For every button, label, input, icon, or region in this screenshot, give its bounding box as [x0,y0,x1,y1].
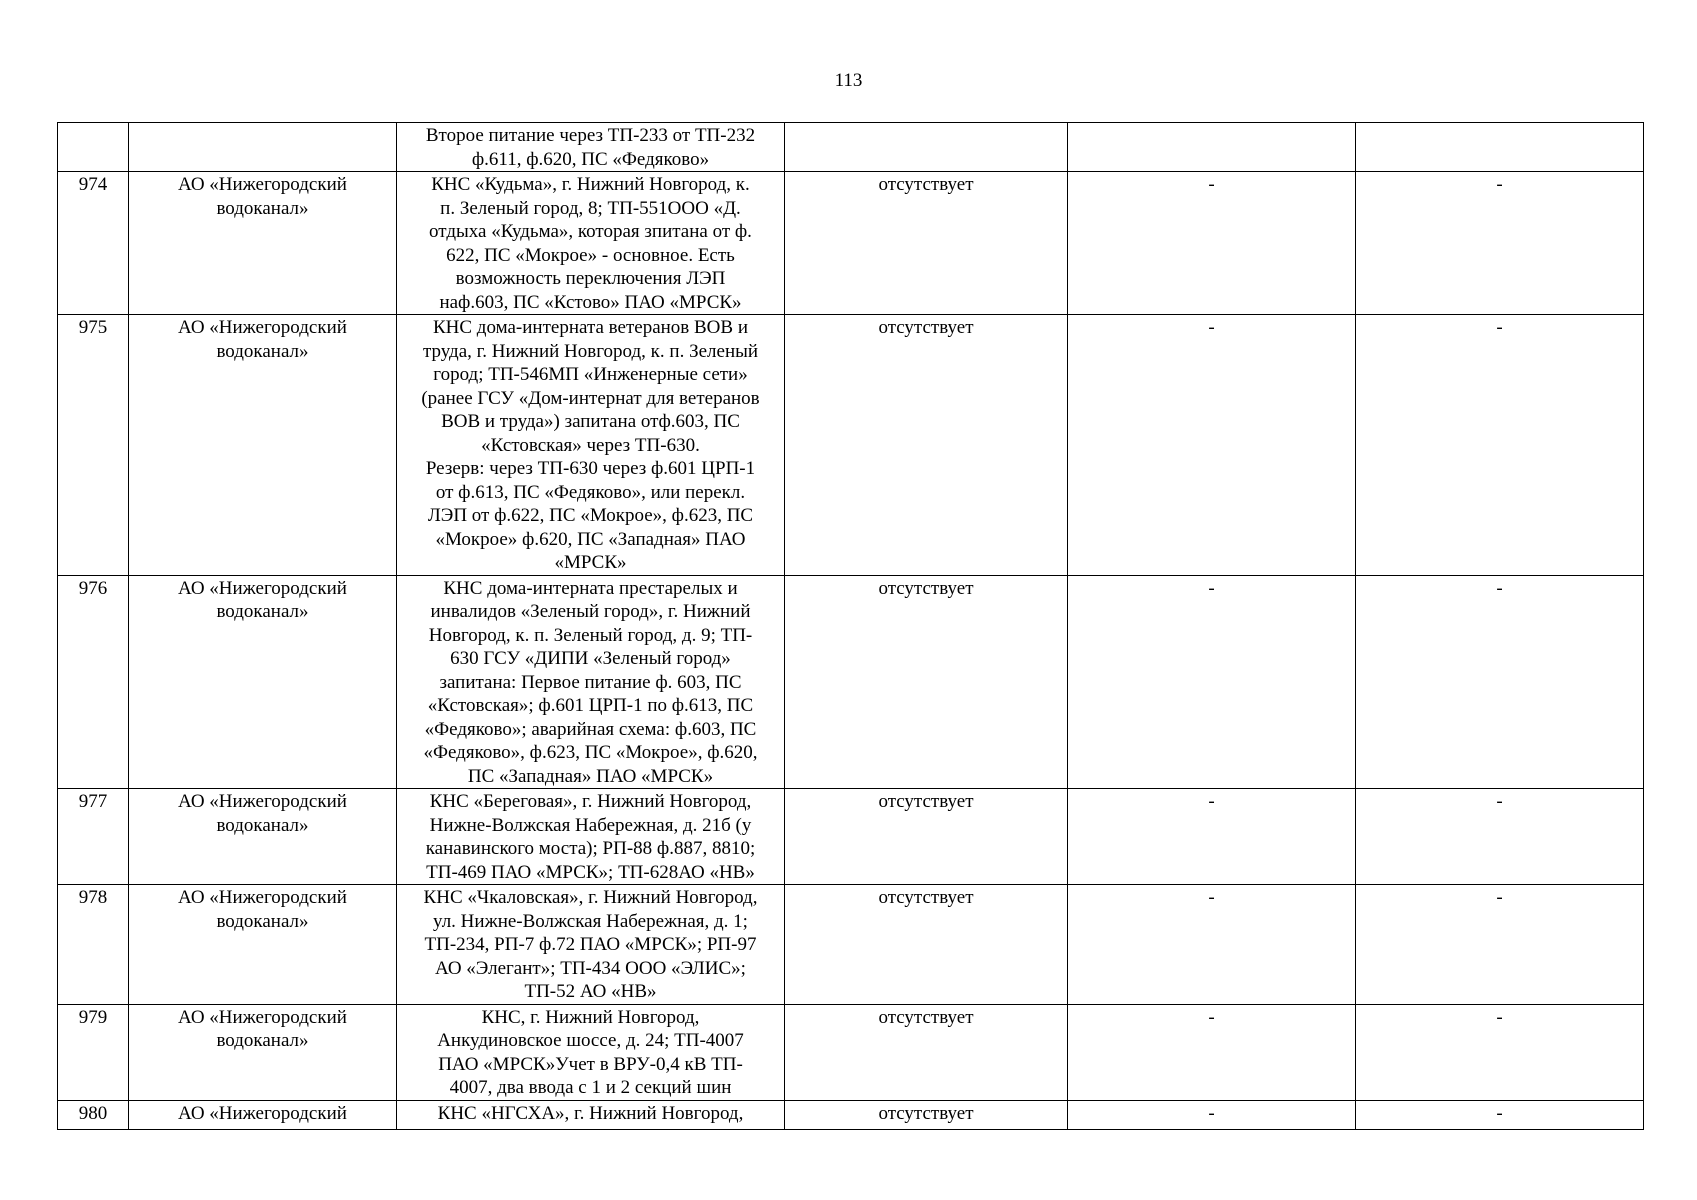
status-cell: отсутствует [785,315,1068,576]
column-5-cell [1068,123,1356,172]
column-6-cell: - [1356,885,1644,1005]
organization-cell: АО «Нижегородский [129,1100,397,1129]
status-cell: отсутствует [785,1100,1068,1129]
table-row [58,315,1644,576]
column-6-cell: - [1356,172,1644,315]
row-number: 977 [58,789,129,885]
status-cell [785,123,1068,172]
organization-cell: АО «Нижегородский водоканал» [129,789,397,885]
page-number: 113 [834,70,863,91]
status-cell: отсутствует [785,885,1068,1005]
organization-cell: АО «Нижегородский водоканал» [129,885,397,1005]
column-5-cell: - [1068,885,1356,1005]
status-cell: отсутствует [785,789,1068,885]
column-5-cell: - [1068,315,1356,576]
description-cell: КНС дома-интерната ветеранов ВОВ и труда, г. Нижний Новгород, к. п. Зеленый город; ТП-546МП «Инженерные сети» (ранее ГСУ «Дом-интернат для ветеранов ВОВ и труда») запитана отф.603, ПС «Кстовская» через ТП-630. Резерв: через ТП-630 через ф.601 ЦРП-1 от ф.613, ПС «Федяково», или перекл. ЛЭП от ф.622, ПС «Мокрое», ф.623, ПС «Мокрое» ф.620, ПС «Западная» ПАО «МРСК» [397,315,785,576]
column-5-cell: - [1068,1100,1356,1129]
row-number: 974 [58,172,129,315]
column-5-cell: - [1068,575,1356,789]
description-cell: КНС «Кудьма», г. Нижний Новгород, к. п. Зеленый город, 8; ТП-551ООО «Д. отдыха «Кудьма», которая зпитана от ф. 622, ПС «Мокрое» - основное. Есть возможность переключения ЛЭП наф.603, ПС «Кстово» ПАО «МРСК» [397,172,785,315]
table-row [58,1004,1644,1100]
status-cell: отсутствует [785,575,1068,789]
description-cell: КНС «Береговая», г. Нижний Новгород, Нижне-Волжская Набережная, д. 21б (у канавинского моста); РП-88 ф.887, 8810; ТП-469 ПАО «МРСК»; ТП-628АО «НВ» [397,789,785,885]
column-6-cell: - [1356,315,1644,576]
row-number: 978 [58,885,129,1005]
column-6-cell: - [1356,1004,1644,1100]
row-number: 976 [58,575,129,789]
organization-cell [129,123,397,172]
row-number: 979 [58,1004,129,1100]
row-number: 975 [58,315,129,576]
column-5-cell: - [1068,172,1356,315]
description-cell: КНС «Чкаловская», г. Нижний Новгород, ул. Нижне-Волжская Набережная, д. 1; ТП-234, РП-7 ф.72 ПАО «МРСК»; РП-97 АО «Элегант»; ТП-434 ООО «ЭЛИС»; ТП-52 АО «НВ» [397,885,785,1005]
organization-cell: АО «Нижегородский водоканал» [129,1004,397,1100]
status-cell: отсутствует [785,1004,1068,1100]
column-6-cell: - [1356,575,1644,789]
row-number [58,123,129,172]
column-6-cell: - [1356,1100,1644,1129]
table-row [58,123,1644,172]
organization-cell: АО «Нижегородский водоканал» [129,575,397,789]
data-table [57,122,1644,1130]
organization-cell: АО «Нижегородский водоканал» [129,315,397,576]
description-cell: КНС дома-интерната престарелых и инвалидов «Зеленый город», г. Нижний Новгород, к. п. Зеленый город, д. 9; ТП- 630 ГСУ «ДИПИ «Зеленый город» запитана: Первое питание ф. 603, ПС «Кстовская»; ф.601 ЦРП-1 по ф.613, ПС «Федяково»; аварийная схема: ф.603, ПС «Федяково», ф.623, ПС «Мокрое», ф.620, ПС «Западная» ПАО «МРСК» [397,575,785,789]
description-cell: КНС «НГСХА», г. Нижний Новгород, [397,1100,785,1129]
column-6-cell: - [1356,789,1644,885]
column-5-cell: - [1068,1004,1356,1100]
table-row [58,172,1644,315]
description-cell: Второе питание через ТП-233 от ТП-232 ф.611, ф.620, ПС «Федяково» [397,123,785,172]
organization-cell: АО «Нижегородский водоканал» [129,172,397,315]
table-row [58,789,1644,885]
table-row [58,885,1644,1005]
description-cell: КНС, г. Нижний Новгород, Анкудиновское шоссе, д. 24; ТП-4007 ПАО «МРСК»Учет в ВРУ-0,4 кВ ТП- 4007, два ввода с 1 и 2 секций шин [397,1004,785,1100]
column-5-cell: - [1068,789,1356,885]
column-6-cell [1356,123,1644,172]
status-cell: отсутствует [785,172,1068,315]
table-row [58,1100,1644,1129]
table-row [58,575,1644,789]
row-number: 980 [58,1100,129,1129]
